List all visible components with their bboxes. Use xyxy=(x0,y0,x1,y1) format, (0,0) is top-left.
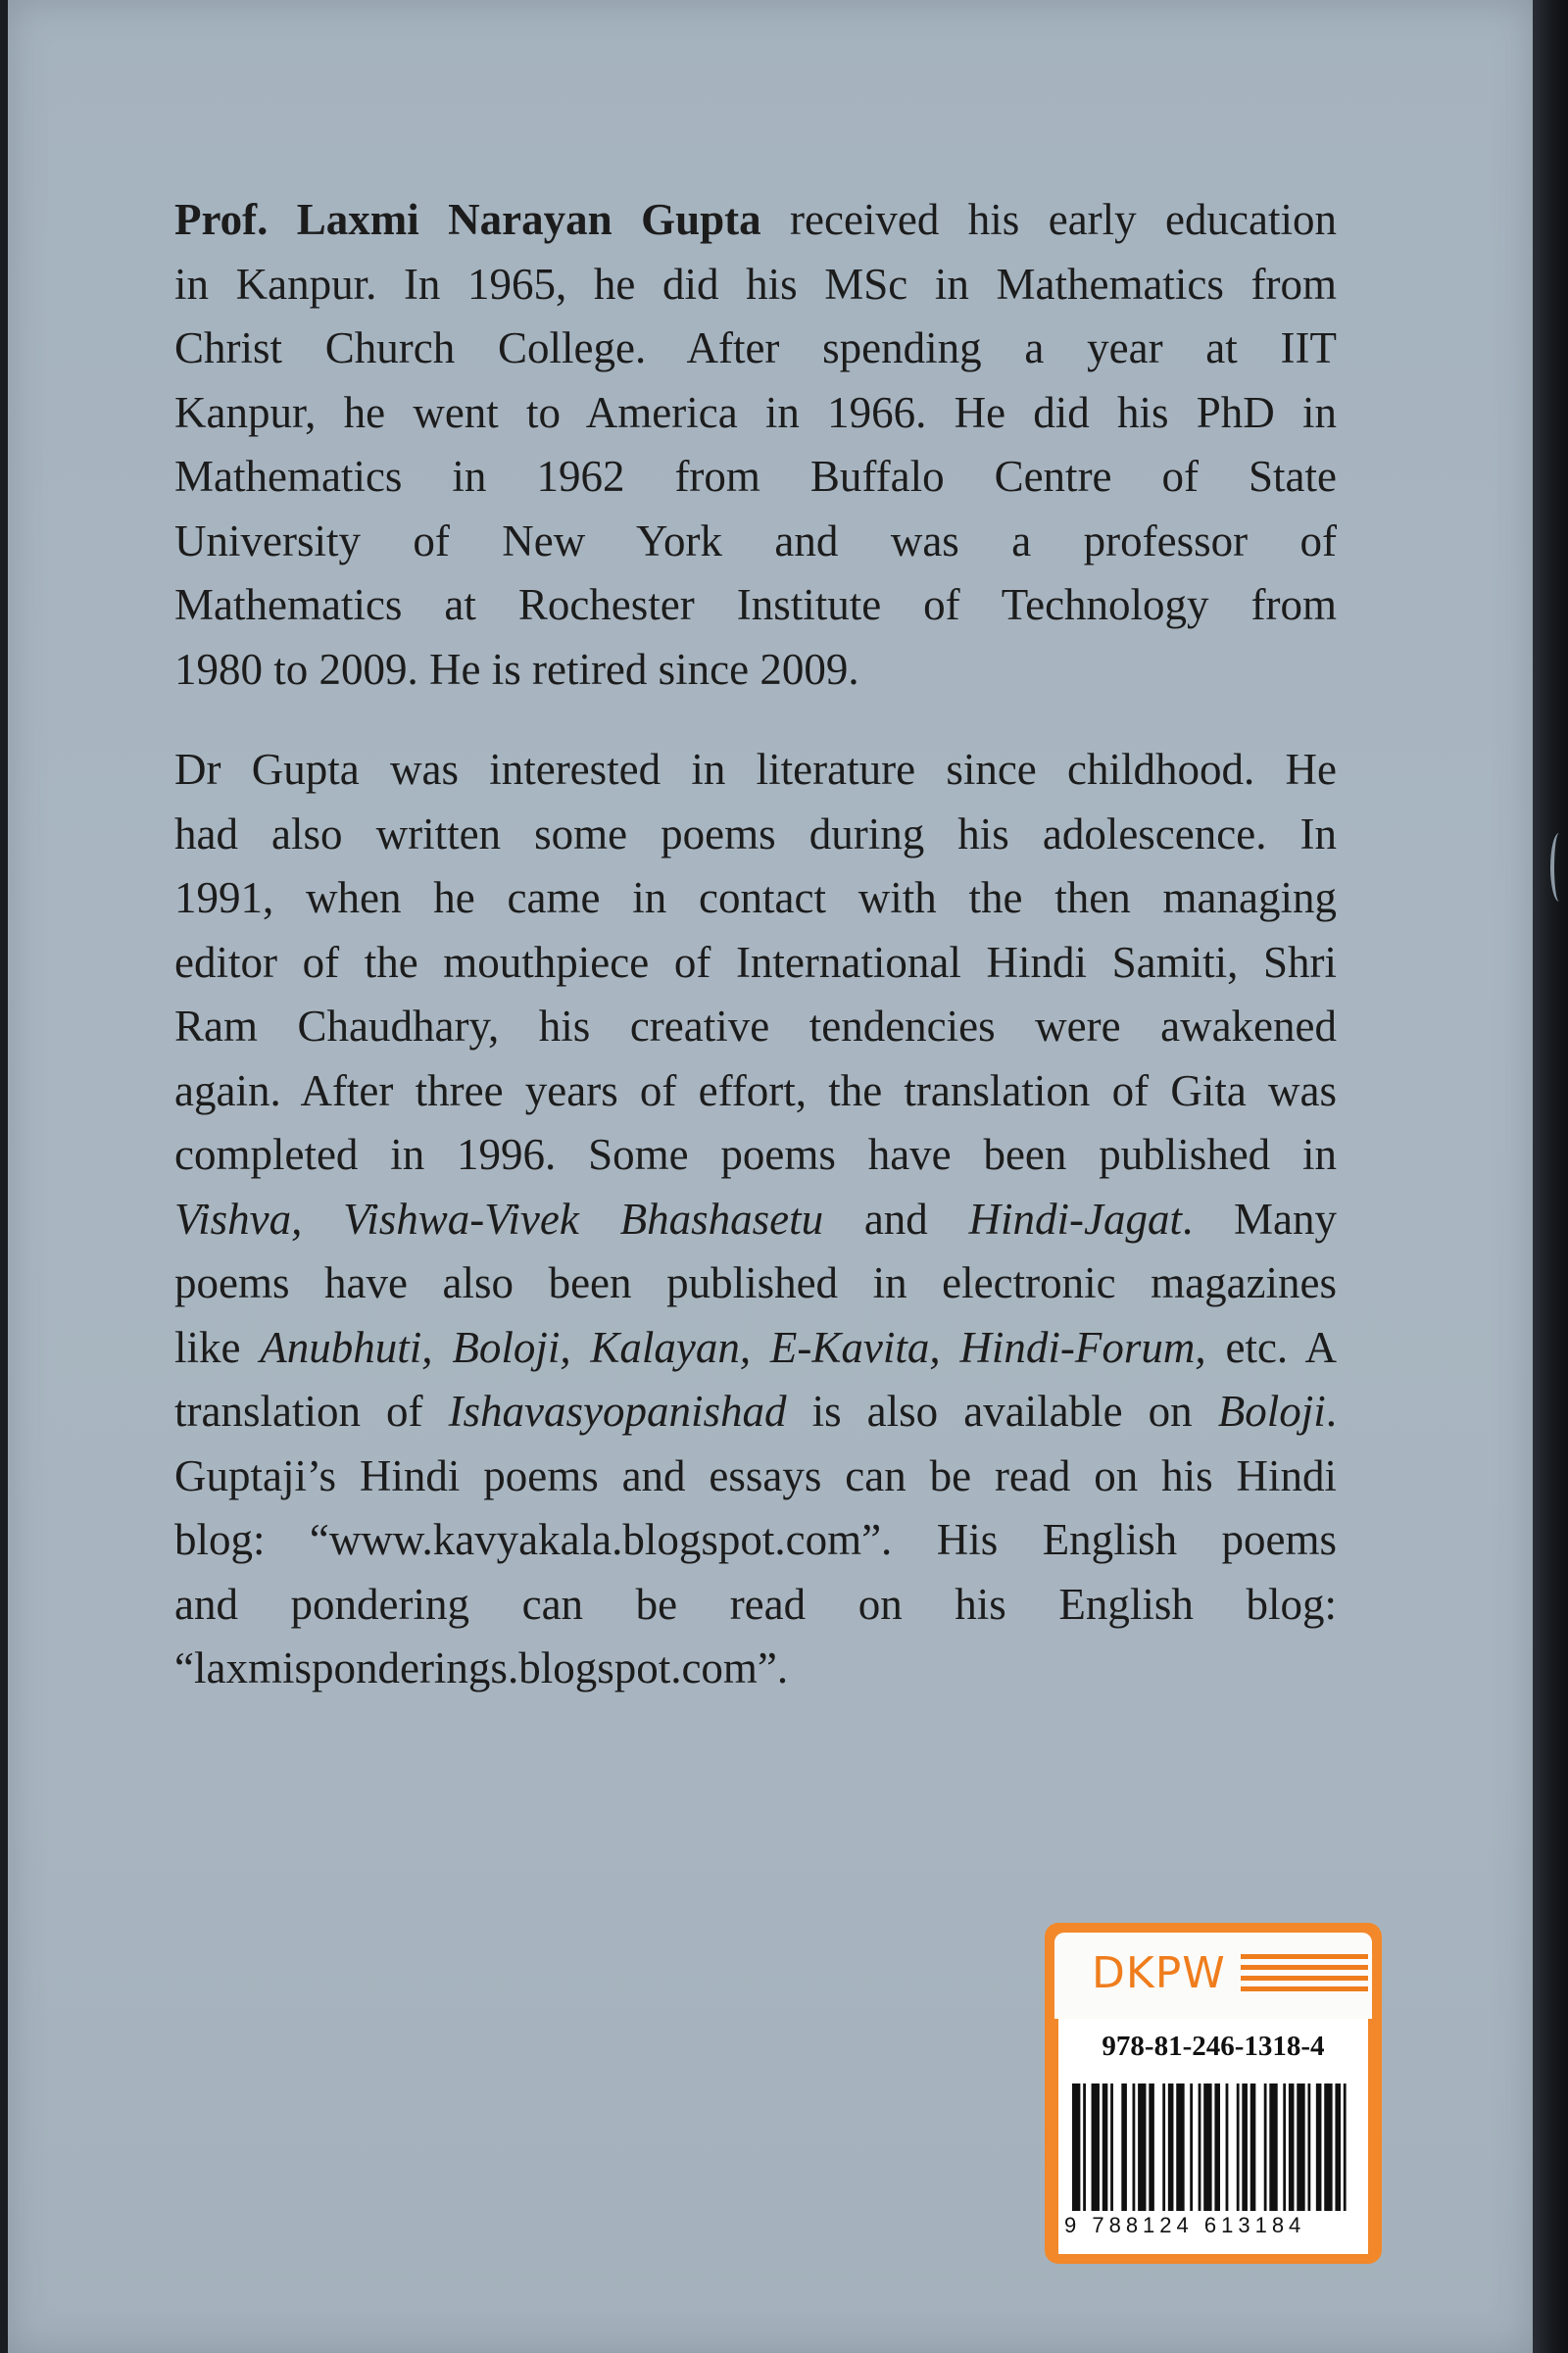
author-bio-paragraph-2 xyxy=(174,738,1337,1701)
text-line xyxy=(174,1637,1337,1701)
text-line xyxy=(174,253,1337,318)
barcode-bar xyxy=(1133,2083,1136,2211)
text-line xyxy=(174,931,1337,996)
text-segment: Ram Chaudhary, his creative tendencies were awakened xyxy=(174,1002,1337,1051)
barcode-bar xyxy=(1264,2083,1267,2211)
book-spine-edge xyxy=(1533,0,1568,2353)
text-segment: like xyxy=(174,1322,261,1372)
barcode-bar xyxy=(1149,2083,1154,2211)
text-segment: and xyxy=(823,1194,969,1244)
barcode-bar xyxy=(1083,2083,1086,2211)
barcode-image xyxy=(1072,2083,1354,2211)
text-line xyxy=(174,1123,1337,1188)
text-segment: Anubhuti, Boloji, Kalayan, E-Kavita, Hindi-Forum, xyxy=(260,1322,1206,1372)
text-segment: and pondering can be read on his English blog: xyxy=(174,1579,1337,1629)
barcode-bar xyxy=(1324,2083,1332,2211)
text-segment: 1980 to 2009. He is retired since 2009. xyxy=(174,644,859,694)
text-segment: Dr Gupta was interested in literature since childhood. He xyxy=(174,745,1337,794)
text-segment: in Kanpur. In 1965, he did his MSc in Mathematics from xyxy=(174,259,1337,309)
text-segment: 1991, when he came in contact with the then managing xyxy=(174,873,1337,922)
text-line xyxy=(174,381,1337,446)
barcode-digits: 9 788124 613184 xyxy=(1064,2213,1306,2237)
publisher-logo: DKPW xyxy=(1092,1948,1226,1998)
text-segment: Kanpur, he went to America in 1966. He did his PhD in xyxy=(174,387,1337,437)
text-segment: Hindi-Jagat xyxy=(968,1194,1183,1244)
barcode-bar xyxy=(1121,2083,1127,2211)
text-segment: editor of the mouthpiece of International Hindi Samiti, Shri xyxy=(174,937,1337,987)
text-line xyxy=(174,1251,1337,1316)
text-segment: Mathematics at Rochester Institute of Technology from xyxy=(174,580,1337,629)
text-line xyxy=(174,510,1337,574)
barcode-bar xyxy=(1297,2083,1304,2211)
text-segment: poems have also been published in electronic magazines xyxy=(174,1258,1337,1307)
text-segment: Guptaji’s Hindi poems and essays can be read on his Hindi xyxy=(174,1450,1337,1500)
text-line xyxy=(174,1059,1337,1124)
barcode-bar xyxy=(1162,2083,1165,2211)
text-line xyxy=(174,1380,1337,1445)
publisher-logo-lines xyxy=(1241,1954,1368,2003)
text-segment: Mathematics in 1962 from Buffalo Centre of State xyxy=(174,452,1337,501)
text-line xyxy=(174,317,1337,381)
text-line xyxy=(174,738,1337,803)
barcode-bar xyxy=(1344,2083,1347,2211)
text-segment: translation of xyxy=(174,1387,449,1436)
barcode-bar xyxy=(1214,2083,1220,2211)
text-line xyxy=(174,1316,1337,1381)
text-segment: University of New York and was a professor of xyxy=(174,515,1337,565)
barcode-bar xyxy=(1237,2083,1240,2211)
isbn-number: 978-81-246-1318-4 xyxy=(1102,2031,1325,2062)
barcode-bar xyxy=(1176,2083,1184,2211)
text-line xyxy=(174,1445,1337,1509)
text-segment: . xyxy=(1325,1387,1337,1436)
text-line xyxy=(174,803,1337,867)
barcode-bar xyxy=(1203,2083,1211,2211)
barcode-bar xyxy=(1199,2083,1201,2211)
barcode-bar xyxy=(1250,2083,1256,2211)
text-segment: blog: “www.kavyakala.blogspot.com”. His English poems xyxy=(174,1515,1337,1564)
barcode-bar xyxy=(1283,2083,1286,2211)
text-line xyxy=(174,188,1337,253)
text-line xyxy=(174,1573,1337,1638)
text-segment: Ishavasyopanishad xyxy=(448,1387,787,1436)
barcode-bar xyxy=(1102,2083,1108,2211)
isbn-barcode-box xyxy=(1045,1923,1382,2264)
barcode-bar xyxy=(1269,2083,1277,2211)
barcode-bar xyxy=(1072,2083,1080,2211)
text-segment: again. After three years of effort, the translation of Gita was xyxy=(174,1065,1337,1115)
barcode-bar xyxy=(1138,2083,1146,2211)
text-segment: Christ Church College. After spending a year at IIT xyxy=(174,323,1337,372)
barcode-bar xyxy=(1226,2083,1229,2211)
barcode-bar xyxy=(1190,2083,1193,2211)
text-segment: is also available on xyxy=(786,1387,1218,1436)
text-segment: etc. A xyxy=(1205,1322,1337,1372)
author-bio-paragraph-1 xyxy=(174,188,1337,702)
text-segment: received his early education xyxy=(760,195,1337,244)
text-line xyxy=(174,1188,1337,1252)
publisher-logo-area xyxy=(1054,1933,1372,2019)
barcode-bar xyxy=(1110,2083,1113,2211)
text-line xyxy=(174,866,1337,931)
text-segment: . Many xyxy=(1182,1194,1337,1244)
text-line xyxy=(174,995,1337,1059)
text-line xyxy=(174,573,1337,638)
text-line xyxy=(174,638,1337,703)
barcode-bar xyxy=(1168,2083,1174,2211)
text-segment: had also written some poems during his adolescence. In xyxy=(174,809,1337,858)
text-segment: completed in 1996. Some poems have been published in xyxy=(174,1130,1337,1179)
barcode-bar xyxy=(1316,2083,1322,2211)
text-segment: Boloji xyxy=(1217,1387,1326,1436)
barcode-bar xyxy=(1335,2083,1341,2211)
barcode-bar xyxy=(1242,2083,1248,2211)
text-segment: “laxmisponderings.blogspot.com”. xyxy=(174,1643,789,1692)
barcode-bar xyxy=(1289,2083,1295,2211)
spine-notch xyxy=(1550,833,1568,902)
barcode-bar xyxy=(1092,2083,1100,2211)
barcode-bar xyxy=(1307,2083,1310,2211)
text-segment: Vishva, Vishwa-Vivek Bhashasetu xyxy=(174,1194,824,1244)
text-line xyxy=(174,1508,1337,1573)
barcode-panel xyxy=(1058,2019,1368,2254)
text-segment: Prof. Laxmi Narayan Gupta xyxy=(174,195,761,244)
text-line xyxy=(174,445,1337,510)
